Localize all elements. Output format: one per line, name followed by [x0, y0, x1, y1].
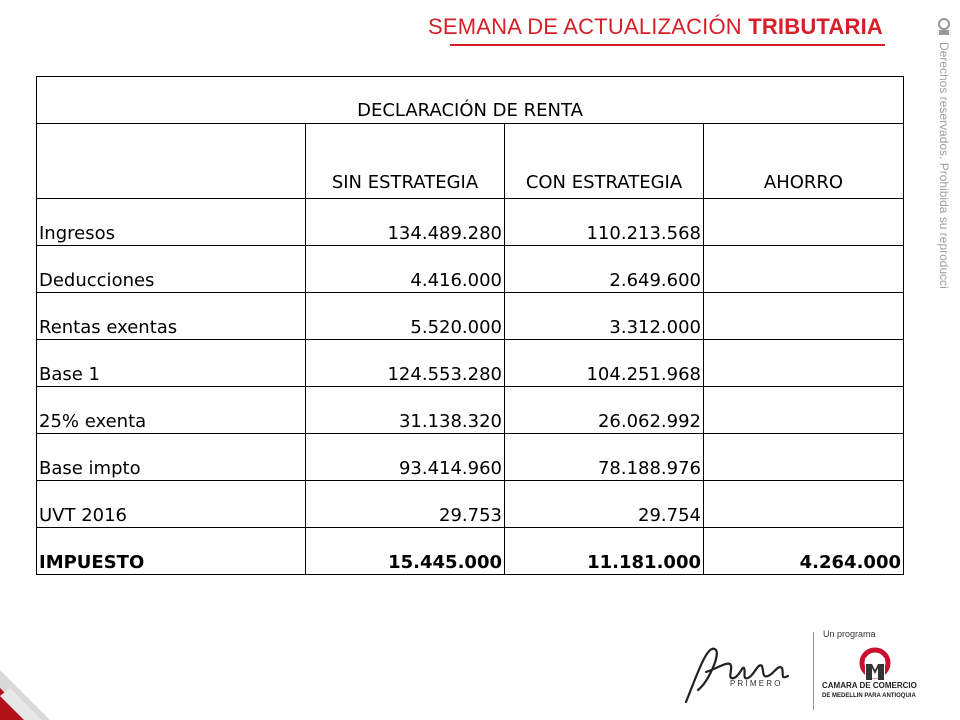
- row-label: IMPUESTO: [37, 528, 306, 575]
- table-title-row: [37, 77, 904, 124]
- cell-sin: 124.553.280: [306, 340, 505, 387]
- table-row: [37, 246, 904, 293]
- cell-ahorro: [704, 246, 904, 293]
- table-row: [37, 340, 904, 387]
- cell-con: 11.181.000: [505, 528, 704, 575]
- row-label: UVT 2016: [37, 481, 306, 528]
- copyright-notice: [932, 18, 958, 288]
- camara-name: [822, 681, 917, 701]
- cell-sin: 134.489.280: [306, 199, 505, 246]
- row-label: Rentas exentas: [37, 293, 306, 340]
- cell-ahorro: [704, 293, 904, 340]
- cell-con: 26.062.992: [505, 387, 704, 434]
- header-title-bold: TRIBUTARIA: [748, 14, 883, 39]
- cell-ahorro: [704, 481, 904, 528]
- copyright-notice-graphic: [932, 18, 958, 288]
- table-row: [37, 293, 904, 340]
- cell-ahorro: [704, 340, 904, 387]
- cell-ahorro: [704, 387, 904, 434]
- header-underline: [450, 44, 885, 46]
- afiliados-subtext: P R I M E R O: [730, 679, 781, 688]
- camara-name-line2: DE MEDELLIN PARA ANTIOQUIA: [822, 693, 916, 699]
- row-label: Ingresos: [37, 199, 306, 246]
- row-label: Deducciones: [37, 246, 306, 293]
- header-title-regular: SEMANA DE ACTUALIZACIÓN: [428, 14, 749, 39]
- header-con-estrategia: CON ESTRATEGIA: [505, 124, 704, 199]
- cell-con: 29.754: [505, 481, 704, 528]
- afiliados-logo: [678, 632, 808, 712]
- table-row: [37, 199, 904, 246]
- table-title: DECLARACIÓN DE RENTA: [37, 77, 904, 124]
- table-row: [37, 434, 904, 481]
- row-label: Base 1: [37, 340, 306, 387]
- cell-ahorro: [704, 434, 904, 481]
- cell-con: 78.188.976: [505, 434, 704, 481]
- camara-emblem-icon: [862, 650, 888, 680]
- footer-divider: [813, 632, 814, 710]
- row-label: Base impto: [37, 434, 306, 481]
- cell-sin: 4.416.000: [306, 246, 505, 293]
- table-row-total: [37, 528, 904, 575]
- cell-sin: 5.520.000: [306, 293, 505, 340]
- header-empty-cell: [37, 124, 306, 199]
- copyright-notice-text: Derechos reservados. Prohibida su reproducción.: [937, 42, 951, 288]
- table-row: [37, 387, 904, 434]
- camara-name-line1: CAMARA DE COMERCIO: [822, 681, 917, 690]
- cell-con: 3.312.000: [505, 293, 704, 340]
- cell-con: 110.213.568: [505, 199, 704, 246]
- camara-comercio-logo: [820, 628, 945, 718]
- slide-header-title: [0, 14, 883, 40]
- cell-sin: 15.445.000: [306, 528, 505, 575]
- table-header-row: [37, 124, 904, 199]
- cell-con: 2.649.600: [505, 246, 704, 293]
- header-ahorro: AHORRO: [704, 124, 904, 199]
- cell-con: 104.251.968: [505, 340, 704, 387]
- row-label: 25% exenta: [37, 387, 306, 434]
- table-row: [37, 481, 904, 528]
- cell-sin: 31.138.320: [306, 387, 505, 434]
- header-sin-estrategia: SIN ESTRATEGIA: [306, 124, 505, 199]
- cell-ahorro: [704, 199, 904, 246]
- cell-ahorro: 4.264.000: [704, 528, 904, 575]
- cell-sin: 29.753: [306, 481, 505, 528]
- copyright-mini-logo-icon: [939, 19, 949, 35]
- cell-sin: 93.414.960: [306, 434, 505, 481]
- corner-decoration: [0, 640, 80, 720]
- programa-label: Un programa: [823, 629, 876, 639]
- declaracion-renta-table: [36, 76, 904, 575]
